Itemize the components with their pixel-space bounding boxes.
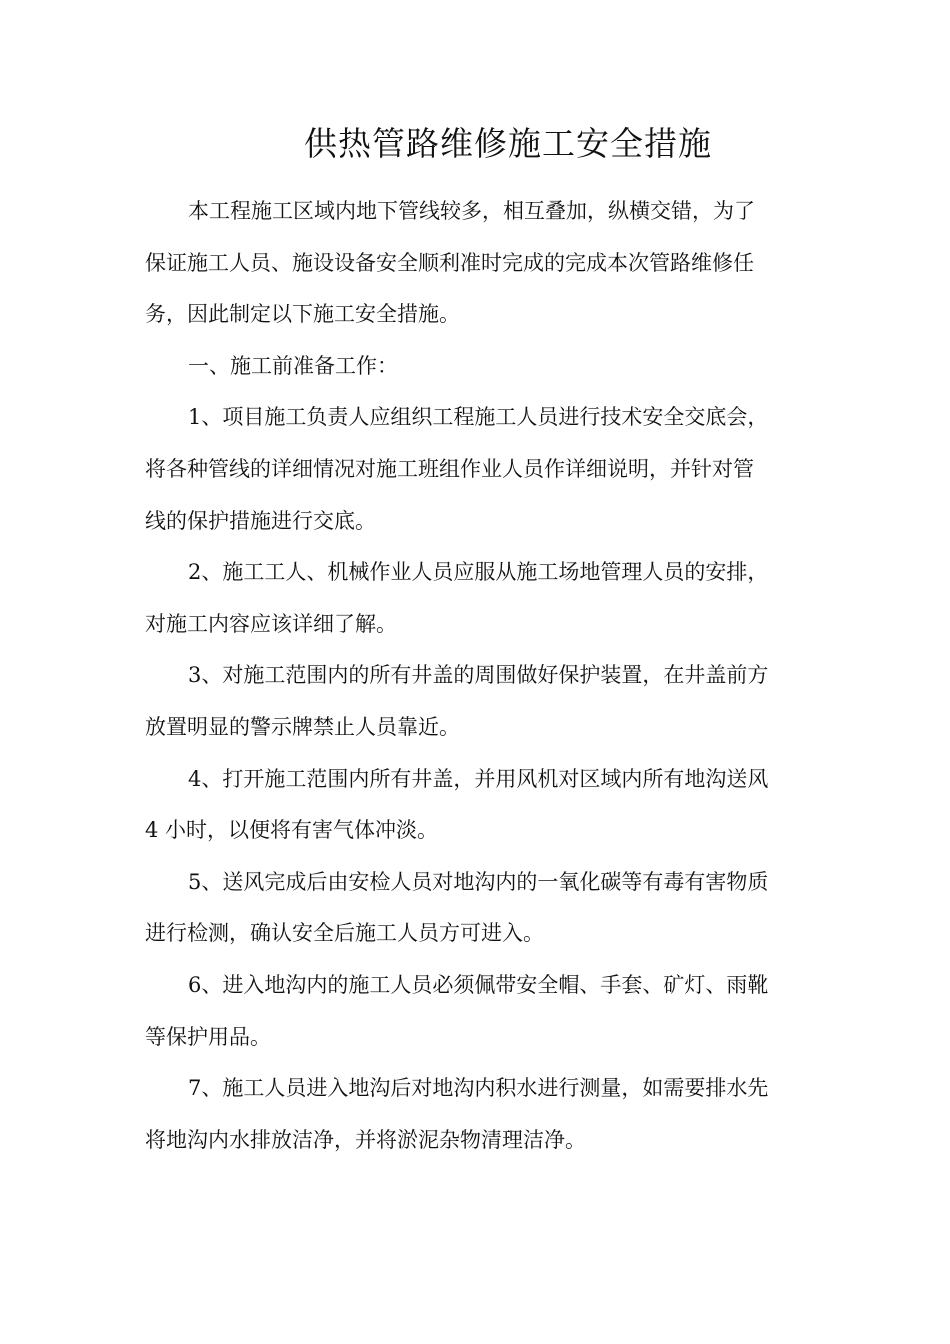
text-line: 对施工内容应该详细了解。: [145, 611, 397, 636]
text-line: 将地沟内水排放洁净，并将淤泥杂物清理洁净。: [145, 1127, 586, 1152]
text-line: 本工程施工区域内地下管线较多，相互叠加，纵横交错，为了: [188, 199, 755, 223]
text-line: 5、送风完成后由安检人员对地沟内的一氧化碳等有毒有害物质: [188, 869, 769, 894]
text-line: 线的保护措施进行交底。: [145, 508, 376, 533]
text-line: 将各种管线的详细情况对施工班组作业人员作详细说明，并针对管: [145, 456, 754, 481]
text-line: 进行检测，确认安全后施工人员方可进入。: [145, 921, 544, 946]
text-line: 放置明显的警示牌禁止人员靠近。: [145, 714, 460, 739]
text-line: 6、进入地沟内的施工人员必须佩带安全帽、手套、矿灯、雨靴: [188, 972, 769, 997]
text-line: 1、项目施工负责人应组织工程施工人员进行技术安全交底会，: [188, 405, 769, 430]
text-line: 4、打开施工范围内所有井盖，并用风机对区域内所有地沟送风: [188, 766, 769, 791]
text-line: 2、施工工人、机械作业人员应服从施工场地管理人员的安排，: [188, 560, 769, 585]
text-line: 一、施工前准备工作：: [188, 353, 398, 378]
text-line: 3、对施工范围内的所有井盖的周围做好保护装置，在井盖前方: [188, 663, 769, 688]
text-line: 4 小时，以便将有害气体冲淡。: [145, 818, 439, 843]
text-line: 7、施工人员进入地沟后对地沟内积水进行测量，如需要排水先: [188, 1076, 769, 1101]
text-line: 保证施工人员、施设设备安全顺利准时完成的完成本次管路维修任: [145, 250, 754, 275]
text-line: 等保护用品。: [145, 1024, 271, 1049]
document-body: [145, 186, 805, 1166]
document-title: 供热管路维修施工安全措施: [304, 124, 712, 163]
text-line: 务，因此制定以下施工安全措施。: [145, 302, 460, 327]
